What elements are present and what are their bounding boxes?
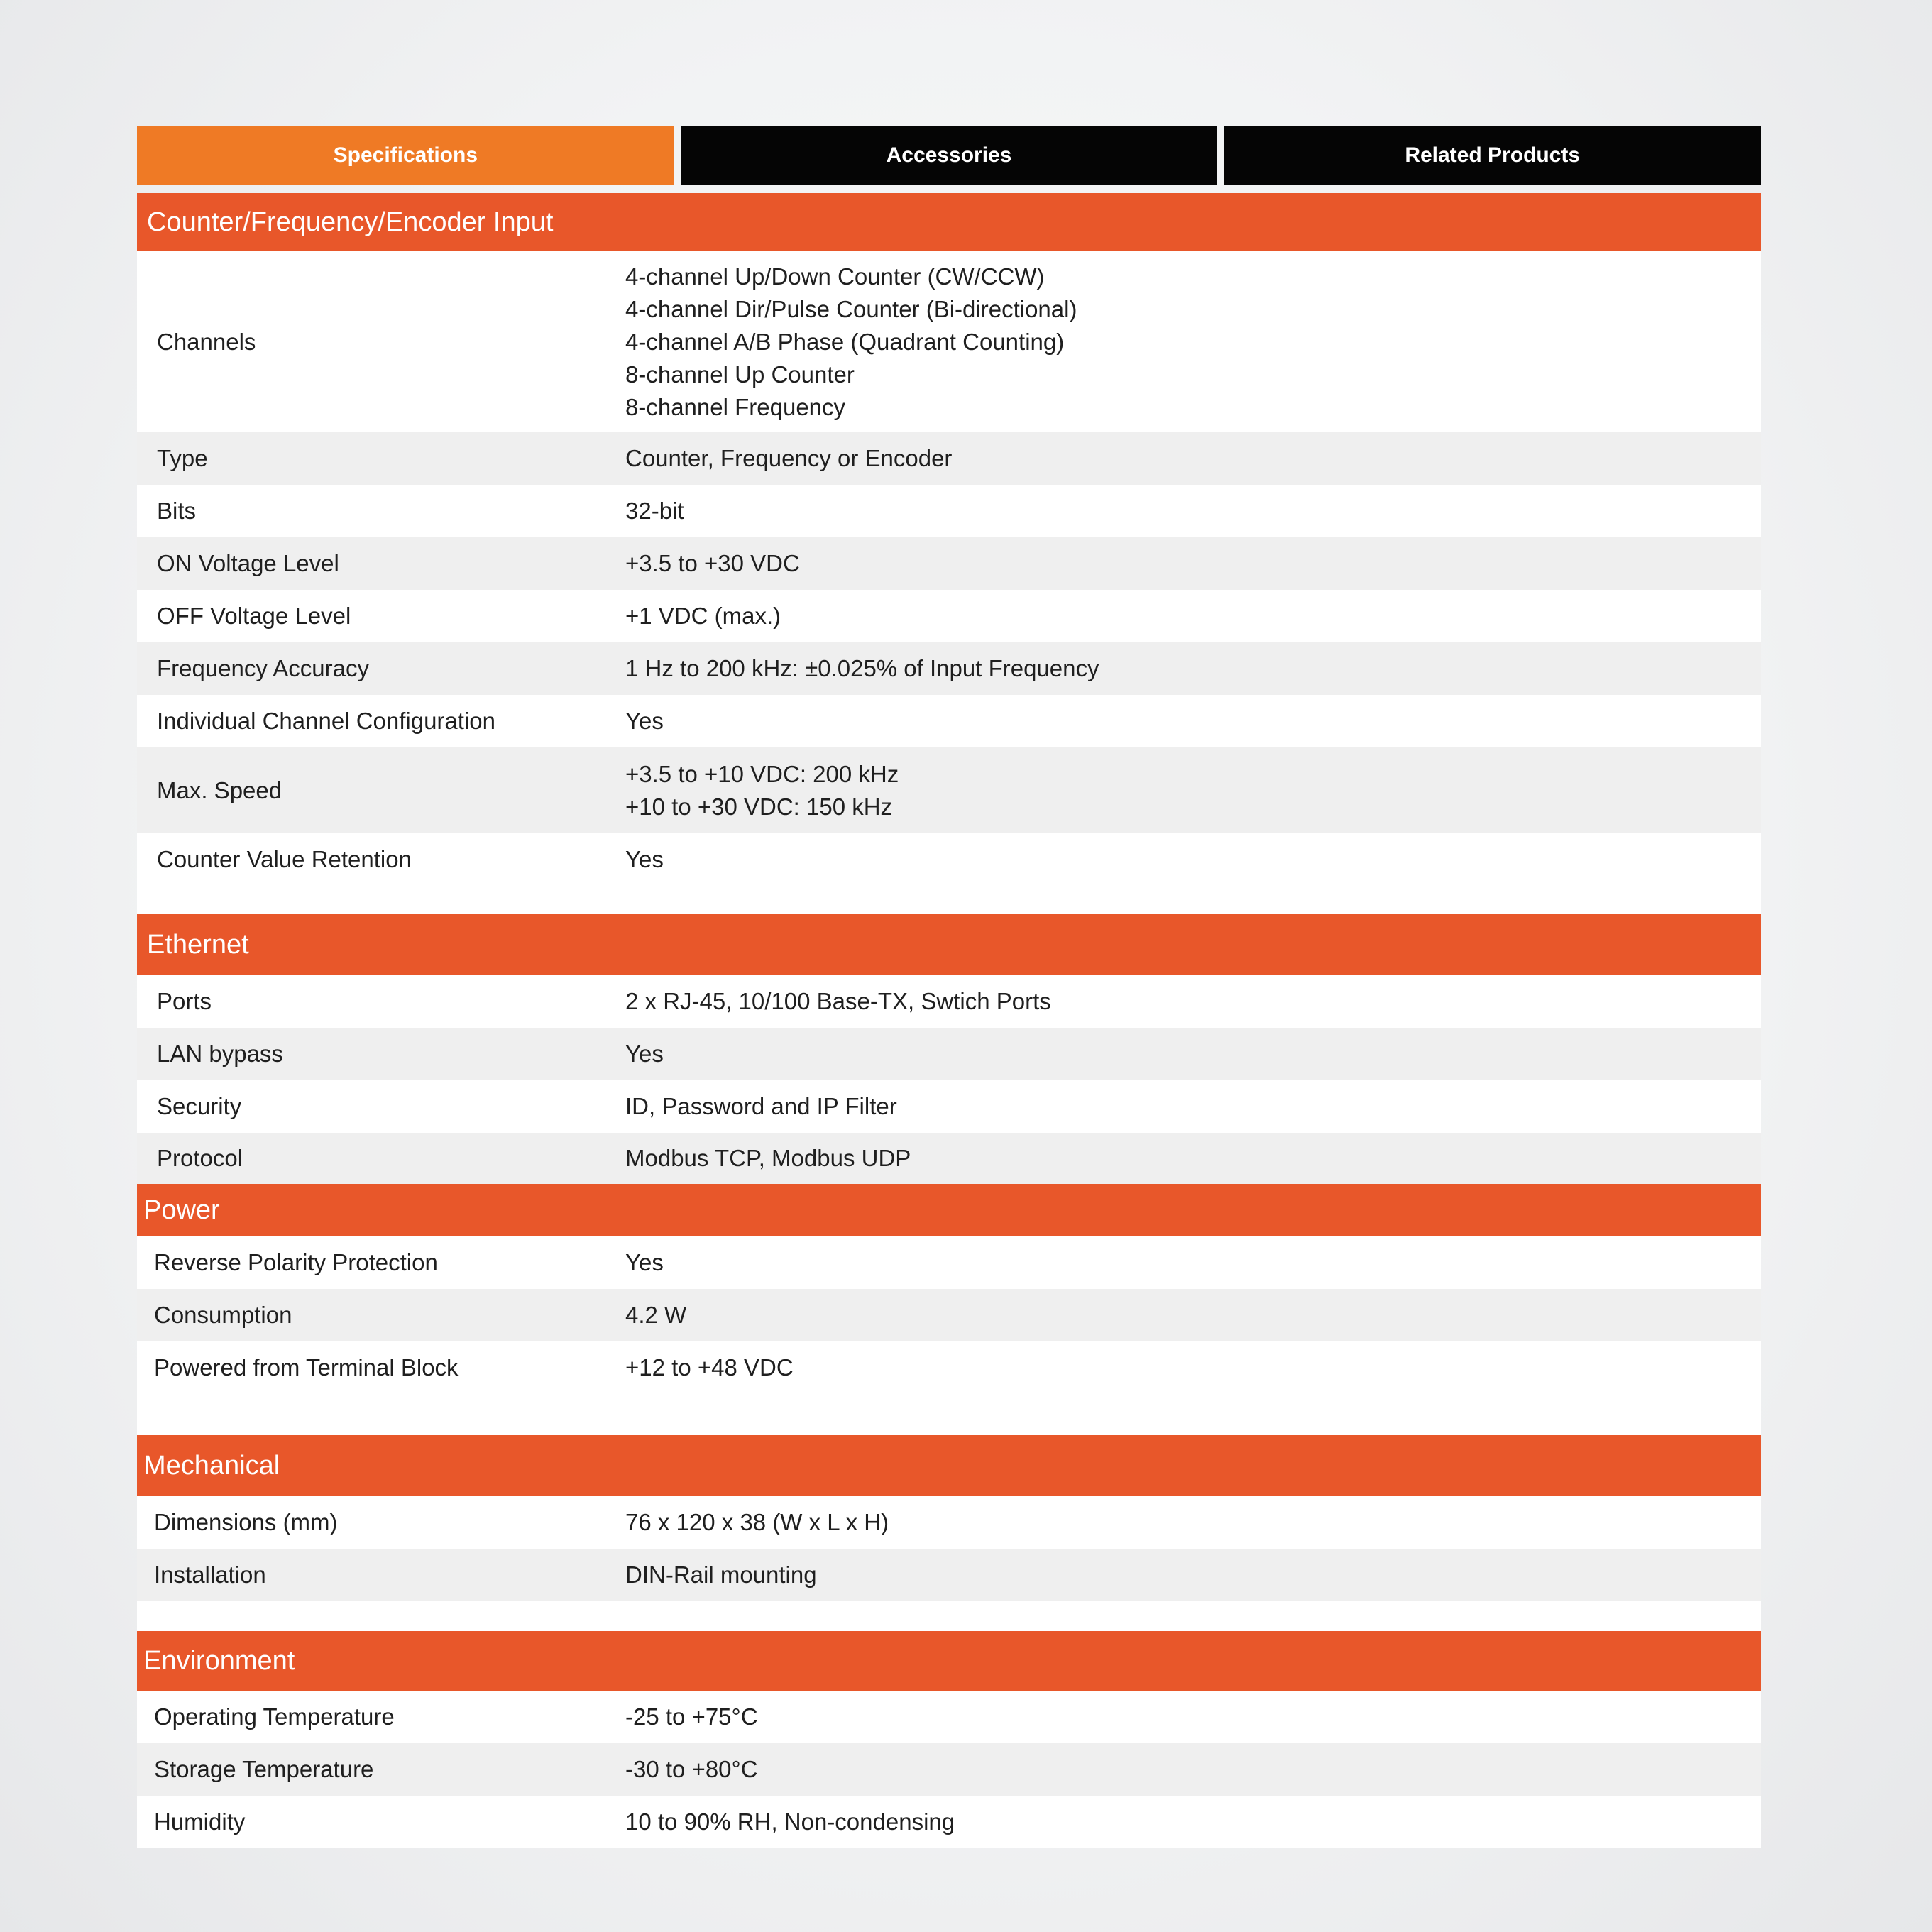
spec-label: Frequency Accuracy [157,655,369,681]
spec-value: ID, Password and IP Filter [625,1093,897,1119]
spec-value-line: 8-channel Up Counter [625,361,855,388]
spec-label: Ports [157,988,212,1014]
spec-value: -25 to +75°C [625,1703,758,1730]
spec-label: Reverse Polarity Protection [154,1249,438,1275]
spec-value: Yes [625,708,664,734]
spec-label: Type [157,445,208,471]
spec-label: Max. Speed [157,776,282,803]
spec-value: -30 to +80°C [625,1756,758,1782]
spec-row-lan-bypass [137,1028,1761,1080]
spec-value-line: +10 to +30 VDC: 150 kHz [625,793,893,820]
spec-value [625,758,1761,823]
section-power [137,1184,1761,1435]
spec-row-off-voltage [137,590,1761,642]
tab-specifications[interactable]: Specifications [137,126,674,185]
spec-value-line: +3.5 to +10 VDC: 200 kHz [625,760,899,787]
spec-label: LAN bypass [157,1041,283,1067]
spec-label: Humidity [154,1808,246,1835]
spec-value: +3.5 to +30 VDC [625,550,800,576]
spec-value: 76 x 120 x 38 (W x L x H) [625,1509,889,1535]
spec-label: Dimensions (mm) [154,1509,338,1535]
spec-value-line: 4-channel A/B Phase (Quadrant Counting) [625,328,1065,355]
tab-related-products[interactable]: Related Products [1224,126,1761,185]
section-header: Environment [137,1631,1761,1691]
section-header: Power [137,1184,1761,1236]
spec-value-line: 4-channel Dir/Pulse Counter (Bi-directional) [625,295,1077,322]
tab-bar [137,126,1761,185]
spec-value: Modbus TCP, Modbus UDP [625,1145,911,1171]
spec-row-consumption [137,1289,1761,1341]
spec-value: Counter, Frequency or Encoder [625,445,953,471]
spec-label: OFF Voltage Level [157,603,351,629]
section-spacer [137,886,1761,914]
spec-label: Storage Temperature [154,1756,374,1782]
spec-row-terminal-block [137,1341,1761,1394]
spec-row-dimensions [137,1496,1761,1549]
spec-value: 1 Hz to 200 kHz: ±0.025% of Input Frequency [625,655,1099,681]
spec-row-on-voltage [137,537,1761,590]
tab-accessories[interactable]: Accessories [681,126,1218,185]
spec-row-counter-retention [137,833,1761,886]
spec-value-line: 4-channel Up/Down Counter (CW/CCW) [625,263,1045,290]
section-spacer [137,1601,1761,1631]
spec-value: Yes [625,1041,664,1067]
spec-row-max-speed [137,747,1761,833]
spec-row-ports [137,975,1761,1028]
spec-row-storage-temp [137,1743,1761,1796]
spec-label: Installation [154,1561,266,1588]
spec-value: DIN-Rail mounting [625,1561,817,1588]
spec-row-bits [137,485,1761,537]
section-header: Counter/Frequency/Encoder Input [137,193,1761,251]
spec-row-security [137,1080,1761,1133]
spec-label: Operating Temperature [154,1703,395,1730]
spec-value-line: 8-channel Frequency [625,393,846,420]
spec-value: Yes [625,846,664,872]
spec-row-protocol [137,1133,1761,1184]
spec-value [625,260,1761,424]
spec-row-type [137,432,1761,485]
spec-value: +1 VDC (max.) [625,603,781,629]
spec-container [137,126,1761,1848]
spec-row-channel-config [137,695,1761,747]
spec-row-operating-temp [137,1691,1761,1743]
spec-label: Bits [157,498,197,524]
spec-label: Security [157,1093,242,1119]
spec-label: ON Voltage Level [157,550,339,576]
section-header: Ethernet [137,914,1761,975]
spec-value: 2 x RJ-45, 10/100 Base-TX, Swtich Ports [625,988,1051,1014]
spec-row-humidity [137,1796,1761,1848]
spec-value: Yes [625,1249,664,1275]
section-spacer [137,1394,1761,1435]
spec-label: Individual Channel Configuration [157,708,495,734]
section-ethernet [137,914,1761,1184]
spec-row-channels [137,251,1761,432]
spec-value: 10 to 90% RH, Non-condensing [625,1808,955,1835]
spec-label: Protocol [157,1145,243,1171]
spec-value: +12 to +48 VDC [625,1354,794,1381]
section-mechanical [137,1435,1761,1631]
spec-label: Counter Value Retention [157,846,412,872]
spec-label: Consumption [154,1302,292,1328]
spec-label: Powered from Terminal Block [154,1354,459,1381]
section-counter-input [137,193,1761,914]
section-header: Mechanical [137,1435,1761,1496]
section-environment [137,1631,1761,1848]
spec-row-reverse-polarity [137,1236,1761,1289]
spec-row-frequency-accuracy [137,642,1761,695]
spec-label: Channels [157,328,256,355]
spec-row-installation [137,1549,1761,1601]
spec-value: 4.2 W [625,1302,687,1328]
spec-value: 32-bit [625,498,684,524]
